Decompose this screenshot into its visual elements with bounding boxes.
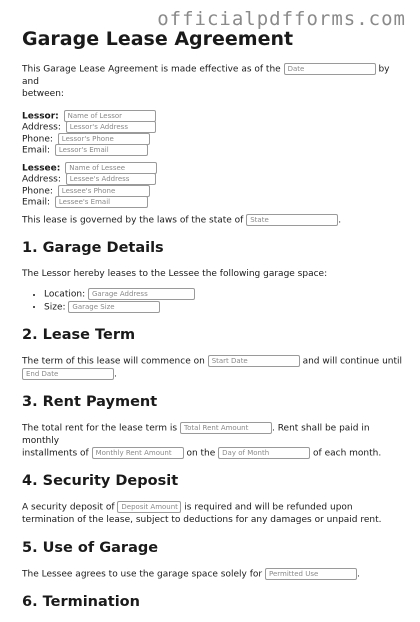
garage-details-text: The Lessor hereby leases to the Lessee the following garage space: [22,269,328,279]
rent-text-1: The total rent for the lease term is [22,423,178,434]
rent-text-3: installments of [22,448,89,458]
governing-text: This lease is governed by the laws of the state of [22,215,244,225]
size-label: Size: [44,302,66,312]
lessor-address-field[interactable]: Lessor's Address [66,121,156,133]
lessor-heading: Lessor: [22,111,59,121]
deposit-text-3: termination of the lease, subject to deductions for any damages or unpaid rent. [22,514,382,525]
monthly-rent-field[interactable]: Monthly Rent Amount [92,447,184,459]
lease-term-paragraph [22,355,402,380]
list-item [44,301,402,314]
rent-payment-paragraph [22,422,402,459]
lessor-name-field[interactable]: Name of Lessor [64,110,156,122]
deposit-text-1: A security deposit of [22,502,115,513]
lessor-phone-label: Phone: [22,134,53,144]
lessor-phone-field[interactable]: Lessor's Phone [58,133,150,145]
lessee-email-label: Email: [22,197,51,208]
rent-text-4: on the [186,448,216,458]
use-text: The Lessee agrees to use the garage space solely for [22,569,263,579]
state-field[interactable]: State [246,214,338,226]
watermark: officialpdfforms.com [157,8,406,30]
day-of-month-field[interactable]: Day of Month [218,447,310,459]
intro-text: This Garage Lease Agreement is made effective as of the [22,64,281,75]
total-rent-field[interactable]: Total Rent Amount [180,422,272,434]
section-1-heading: 1. Garage Details [22,240,164,256]
governing-law-line [22,214,402,227]
permitted-use-field[interactable]: Permitted Use [265,568,357,580]
intro-by-and: by and [22,64,390,87]
lessor-block [22,110,402,157]
lessee-address-label: Address: [22,174,61,185]
lessee-heading: Lessee: [22,163,61,173]
security-deposit-paragraph [22,501,402,526]
section-4-heading: 4. Security Deposit [22,473,179,489]
lessee-block [22,162,402,209]
lessee-phone-field[interactable]: Lessee's Phone [58,185,150,197]
garage-address-field[interactable]: Garage Address [88,288,195,300]
deposit-amount-field[interactable]: Deposit Amount [117,501,181,513]
use-period: . [356,569,360,579]
lessee-name-field[interactable]: Name of Lessee [65,162,157,174]
lease-term-text-1: The term of this lease will commence on [22,356,205,367]
lessor-address-label: Address: [22,122,61,133]
deposit-text-2: is required and will be refunded upon [184,502,353,513]
start-date-field[interactable]: Start Date [208,355,300,367]
rent-text-2: . Rent shall be paid in monthly [22,423,370,446]
section-5-heading: 5. Use of Garage [22,539,159,556]
section-3-heading: 3. Rent Payment [22,394,158,410]
intro-paragraph [22,63,402,100]
section-2-heading: 2. Lease Term [22,327,136,343]
lessor-email-field[interactable]: Lessor's Email [55,144,148,156]
section-6-heading: 6. Termination [22,594,140,610]
garage-details-list [22,288,402,313]
lessee-email-field[interactable]: Lessee's Email [55,196,148,208]
end-date-field[interactable]: End Date [22,368,114,380]
rent-text-5: of each month. [313,448,382,458]
date-field[interactable]: Date [284,63,376,75]
location-label: Location: [44,289,86,300]
lease-term-text-2: and will continue until [302,356,403,367]
list-item [44,288,402,301]
lessee-phone-label: Phone: [22,186,53,196]
garage-size-field[interactable]: Garage Size [68,301,160,313]
document-title: Garage Lease Agreement [22,28,294,50]
lessee-address-field[interactable]: Lessee's Address [66,173,156,185]
intro-between: between: [22,88,64,99]
governing-period: . [338,215,342,225]
lessor-email-label: Email: [22,145,51,156]
document-page [22,28,402,622]
lease-term-period: . [114,369,117,379]
use-of-garage-line [22,568,402,581]
